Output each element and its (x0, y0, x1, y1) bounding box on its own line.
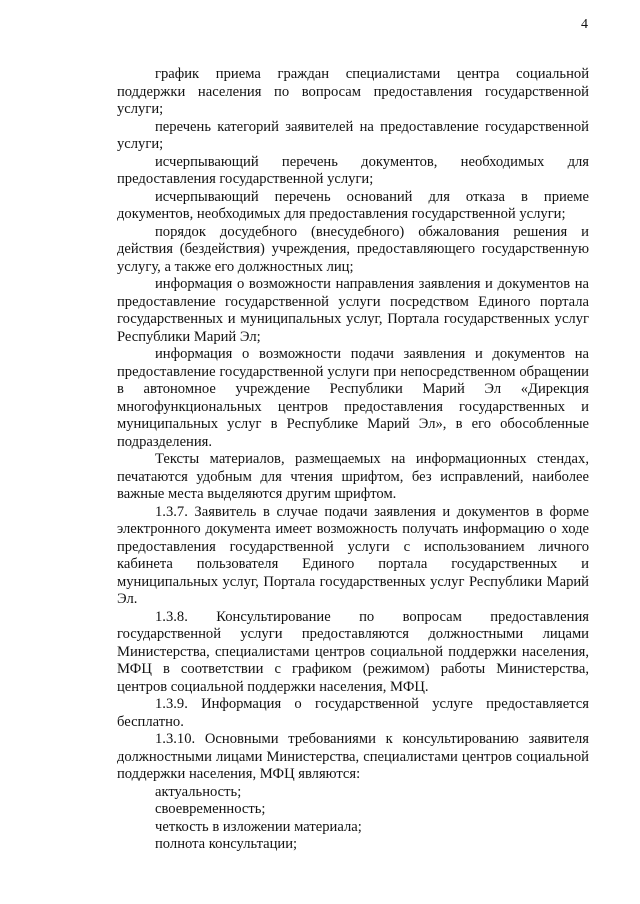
paragraph-documents-list: исчерпывающий перечень документов, необходимых для предоставления государственной услуги; (117, 153, 589, 187)
page-number: 4 (581, 17, 588, 32)
list-item-timeliness: своевременность; (155, 801, 266, 817)
paragraph-1-3-10: 1.3.10. Основными требованиями к консультированию заявителя должностными лицами Министерства, специалистами центров социальной поддержки населения, МФЦ являются: (117, 731, 589, 782)
list-item-clarity: четкость в изложении материала; (155, 818, 362, 835)
paragraph-appeal-procedure: порядок досудебного (внесудебного) обжалования решения и действия (бездействия) учреждения, предоставляющего государственную услугу, а также его должностных лиц; (117, 223, 589, 275)
paragraph-refusal-grounds: исчерпывающий перечень оснований для отказа в приеме документов, необходимых для предоставления государственной услуги; (117, 188, 589, 222)
document-body (117, 66, 589, 854)
paragraph-applicant-categories: перечень категорий заявителей на предоставление государственной услуги; (117, 118, 589, 152)
paragraph-direct-submission: информация о возможности подачи заявления и документов на предоставление государственной услуги при непосредственном обращении в автономное учреждение Республики Марий Эл «Дирекция многофункциональных центров предоставления государственных и муниципальных услуг в Республике Марий Эл», в его обособленные подразделения. (117, 346, 589, 450)
paragraph-1-3-9: 1.3.9. Информация о государственной услуге предоставляется бесплатно. (117, 696, 589, 730)
paragraph-stand-materials: Тексты материалов, размещаемых на информационных стендах, печатаются удобным для чтения шрифтом, без исправлений, наиболее важные места выделяются другим шрифтом. (117, 451, 589, 502)
paragraph-1-3-7: 1.3.7. Заявитель в случае подачи заявления и документов в форме электронного документа имеет возможность получать информацию о ходе предоставления государственной услуги с использованием личного кабинета пользователя Единого портала государственных и муниципальных услуг, Портала государственных услуг Республики Марий Эл. (117, 503, 589, 607)
paragraph-portal-submission: информация о возможности направления заявления и документов на предоставление государственной услуги посредством Единого портала государственных и муниципальных услуг, Портала государственных услуг Республики Марий Эл; (117, 276, 589, 345)
list-item-completeness: полнота консультации; (155, 836, 298, 852)
paragraph-schedule: график приема граждан специалистами центра социальной поддержки населения по вопросам предоставления государственной услуги; (117, 66, 589, 117)
list-item-relevance: актуальность; (155, 783, 242, 800)
paragraph-1-3-8: 1.3.8. Консультирование по вопросам предоставления государственной услуги предоставляются должностными лицами Министерства, специалистами центров социальной поддержки населения, МФЦ в соответствии с графиком (режимом) работы Министерства, центров социальной поддержки населения, МФЦ. (117, 608, 589, 695)
